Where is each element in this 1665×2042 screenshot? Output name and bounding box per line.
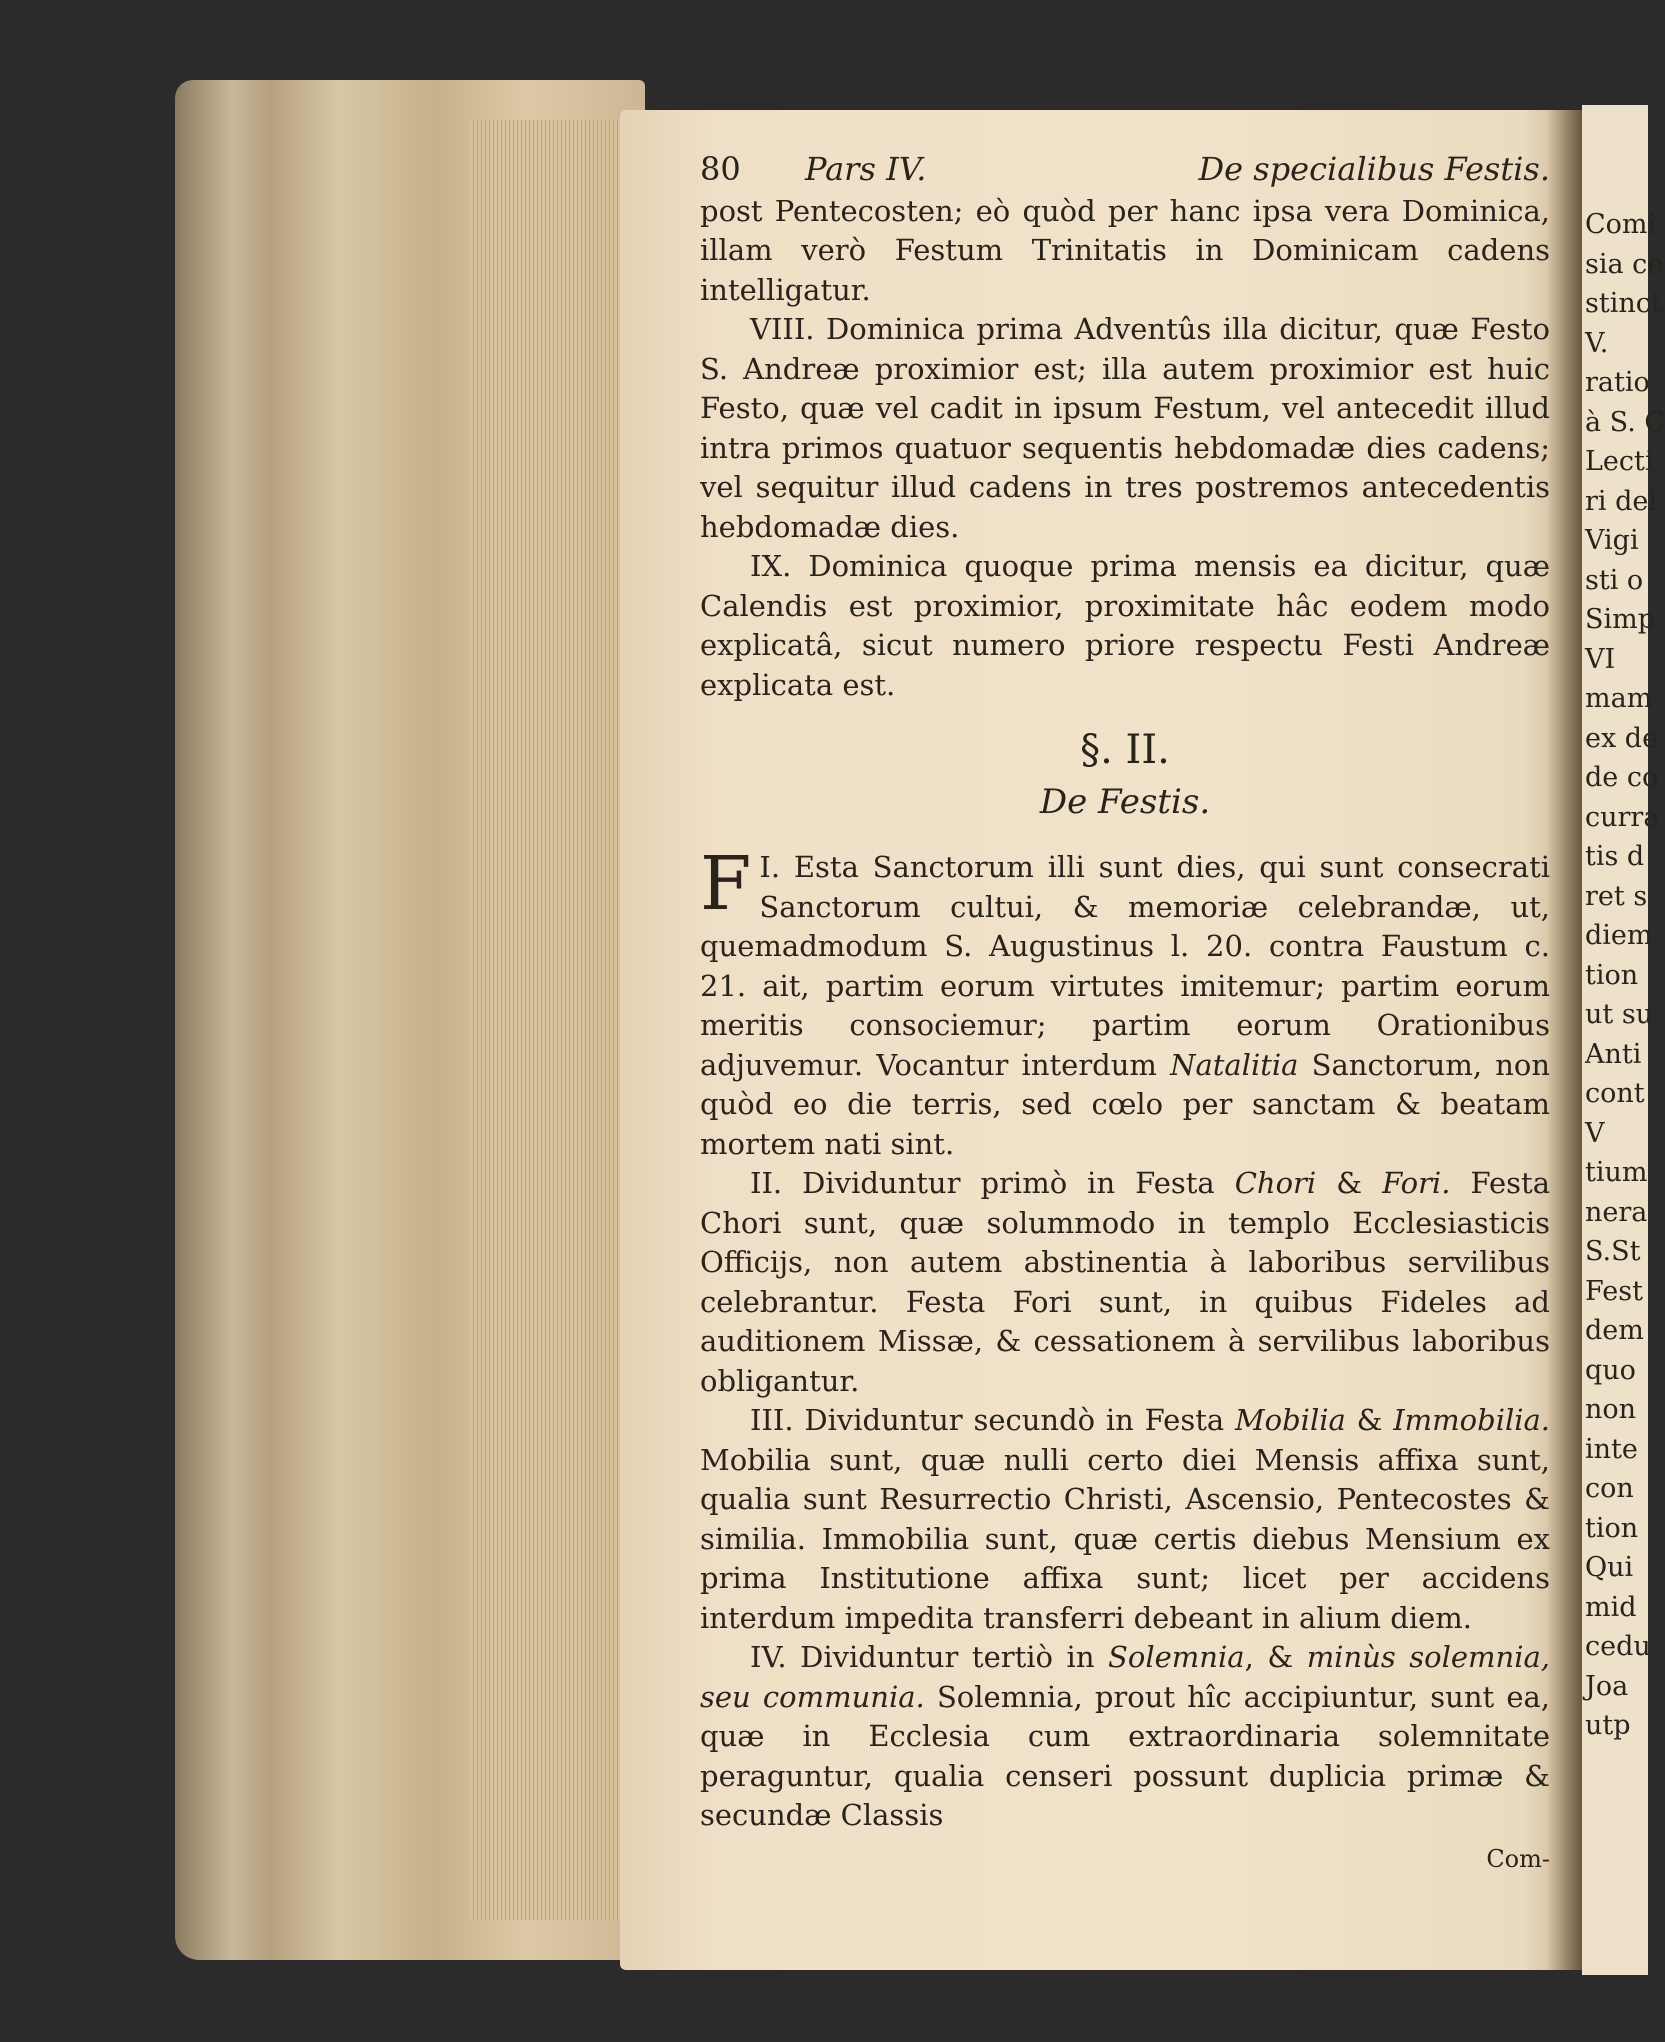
- paragraph-i: I. F Esta Sanctorum illi sunt dies, qui sunt consecrati Sanctorum cultui, & memoriæ celebrandæ, ut, quemadmodum S. Augustinus l. 20. contra Faustum c. 21. ait, partim eorum virtutes imitemur; partim eorum meritis consociemur; partim eorum Orationibus adjuvemur. Vocantur interdum Natalitia Sanctorum, non quòd eo die terris, sed cœlo per sanctam & beatam mortem nati sint.: [700, 841, 1551, 1161]
- right-page-line: V.: [1585, 327, 1609, 359]
- right-page-line: Qui: [1585, 1552, 1634, 1583]
- right-page-line: quo: [1585, 1354, 1636, 1386]
- right-page-line: Simp: [1585, 604, 1656, 635]
- page-number: 80: [700, 150, 741, 188]
- right-page-line: stinct: [1585, 288, 1662, 319]
- right-page-line: Joa: [1585, 1670, 1629, 1702]
- section-heading: §. II.: [1080, 727, 1170, 773]
- right-page-line: curra: [1585, 801, 1660, 833]
- right-page-text: [1585, 205, 1665, 1746]
- right-page-line: Vigi: [1585, 525, 1639, 556]
- right-page-line: V: [1585, 1117, 1605, 1149]
- right-page-line: tion: [1585, 1512, 1639, 1544]
- right-page-line: cedu: [1585, 1631, 1651, 1662]
- paragraph-continued: post Pentecosten; eò quòd per hanc ipsa vera Dominica, illam verò Festum Trinitatis in Dominicam cadens intelligatur.: [700, 193, 1550, 307]
- right-page-line: Comi: [1585, 209, 1657, 240]
- right-page-line: ret s: [1585, 880, 1648, 912]
- right-page-line: Lecti: [1585, 446, 1654, 477]
- running-header: [700, 150, 1550, 190]
- running-title-part: Pars IV.: [805, 150, 927, 188]
- right-page-line: tion: [1585, 959, 1639, 991]
- right-page-line: ratio: [1585, 367, 1650, 398]
- right-page-line: nera: [1585, 1196, 1648, 1228]
- book-gutter: [1548, 110, 1584, 1970]
- right-page-line: à S. C: [1585, 406, 1665, 438]
- right-page-line: mid: [1585, 1591, 1637, 1623]
- paragraph-viii: VIII. Dominica prima Adventûs illa dicitur, quæ Festo S. Andreæ proximior est; illa autem proximior est huic Festo, quæ vel cadit in ipsum Festum, vel antecedit illud intra primos quatuor sequentis hebdomadæ dies cadens; vel sequitur illud cadens in tres postremos antecedentis hebdomadæ dies.: [700, 312, 1550, 544]
- right-page-line: S.St: [1585, 1236, 1641, 1267]
- right-page-line: inte: [1585, 1433, 1638, 1465]
- paragraph-iii: III. Dividuntur secundò in Festa Mobilia & Immobilia. Mobilia sunt, quæ nulli certo diei Mensis affixa sunt, qualia sunt Resurrectio Christi, Ascensio, Pentecostes & similia. Immobilia sunt, quæ certis diebus Mensium ex prima Institutione affixa sunt; licet per accidens interdum impedita transferri debeant in alium diem.: [700, 1403, 1551, 1635]
- catchword: Com-: [1486, 1844, 1550, 1873]
- running-title: De specialibus Festis.: [1198, 150, 1550, 188]
- drop-cap: F: [700, 841, 752, 927]
- right-page-line: de co: [1585, 762, 1659, 793]
- page-edges: [470, 120, 620, 1920]
- right-page-line: VI: [1585, 643, 1616, 675]
- right-page-line: diem: [1585, 920, 1653, 951]
- right-page-line: dem: [1585, 1315, 1644, 1346]
- right-page-line: cont: [1585, 1078, 1645, 1109]
- paragraph-ii: II. Dividuntur primò in Festa Chori & Fori. Festa Chori sunt, quæ solummodo in templo Ecclesiasticis Officijs, non autem abstinentia à laboribus servilibus celebrantur. Festa Fori sunt, in quibus Fideles ad auditionem Missæ, & cessationem à servilibus laboribus obligantur.: [700, 1166, 1550, 1398]
- right-page-line: sia ce: [1585, 248, 1664, 280]
- right-page-line: ri del: [1585, 485, 1658, 517]
- page-text: [700, 150, 1550, 1879]
- section-subheading: De Festis.: [1039, 781, 1211, 822]
- paragraph-number: I.: [759, 850, 781, 884]
- right-page-line: tium: [1585, 1157, 1648, 1188]
- right-page-line: con: [1585, 1473, 1634, 1504]
- right-page-line: utp: [1585, 1710, 1631, 1741]
- right-page-line: ex de: [1585, 722, 1659, 754]
- right-page-line: mam: [1585, 683, 1653, 714]
- right-page-line: ut su: [1585, 999, 1654, 1030]
- right-page-line: sti o: [1585, 564, 1644, 596]
- right-page-line: Anti: [1585, 1038, 1642, 1070]
- right-page-line: tis d: [1585, 841, 1645, 872]
- paragraph-iv: IV. Dividuntur tertiò in Solemnia, & minùs solemnia, seu communia. Solemnia, prout hîc accipiuntur, sunt ea, quæ in Ecclesia cum extraordinaria solemnitate peraguntur, qualia censeri possunt duplicia primæ & secundæ Classis: [700, 1640, 1551, 1832]
- paragraph-ix: IX. Dominica quoque prima mensis ea dicitur, quæ Calendis est proximior, proximitate hâc eodem modo explicatâ, sicut numero priore respectu Festi Andreæ explicata est.: [700, 549, 1550, 702]
- right-page-line: non: [1585, 1394, 1637, 1425]
- right-page-line: Fest: [1585, 1275, 1643, 1307]
